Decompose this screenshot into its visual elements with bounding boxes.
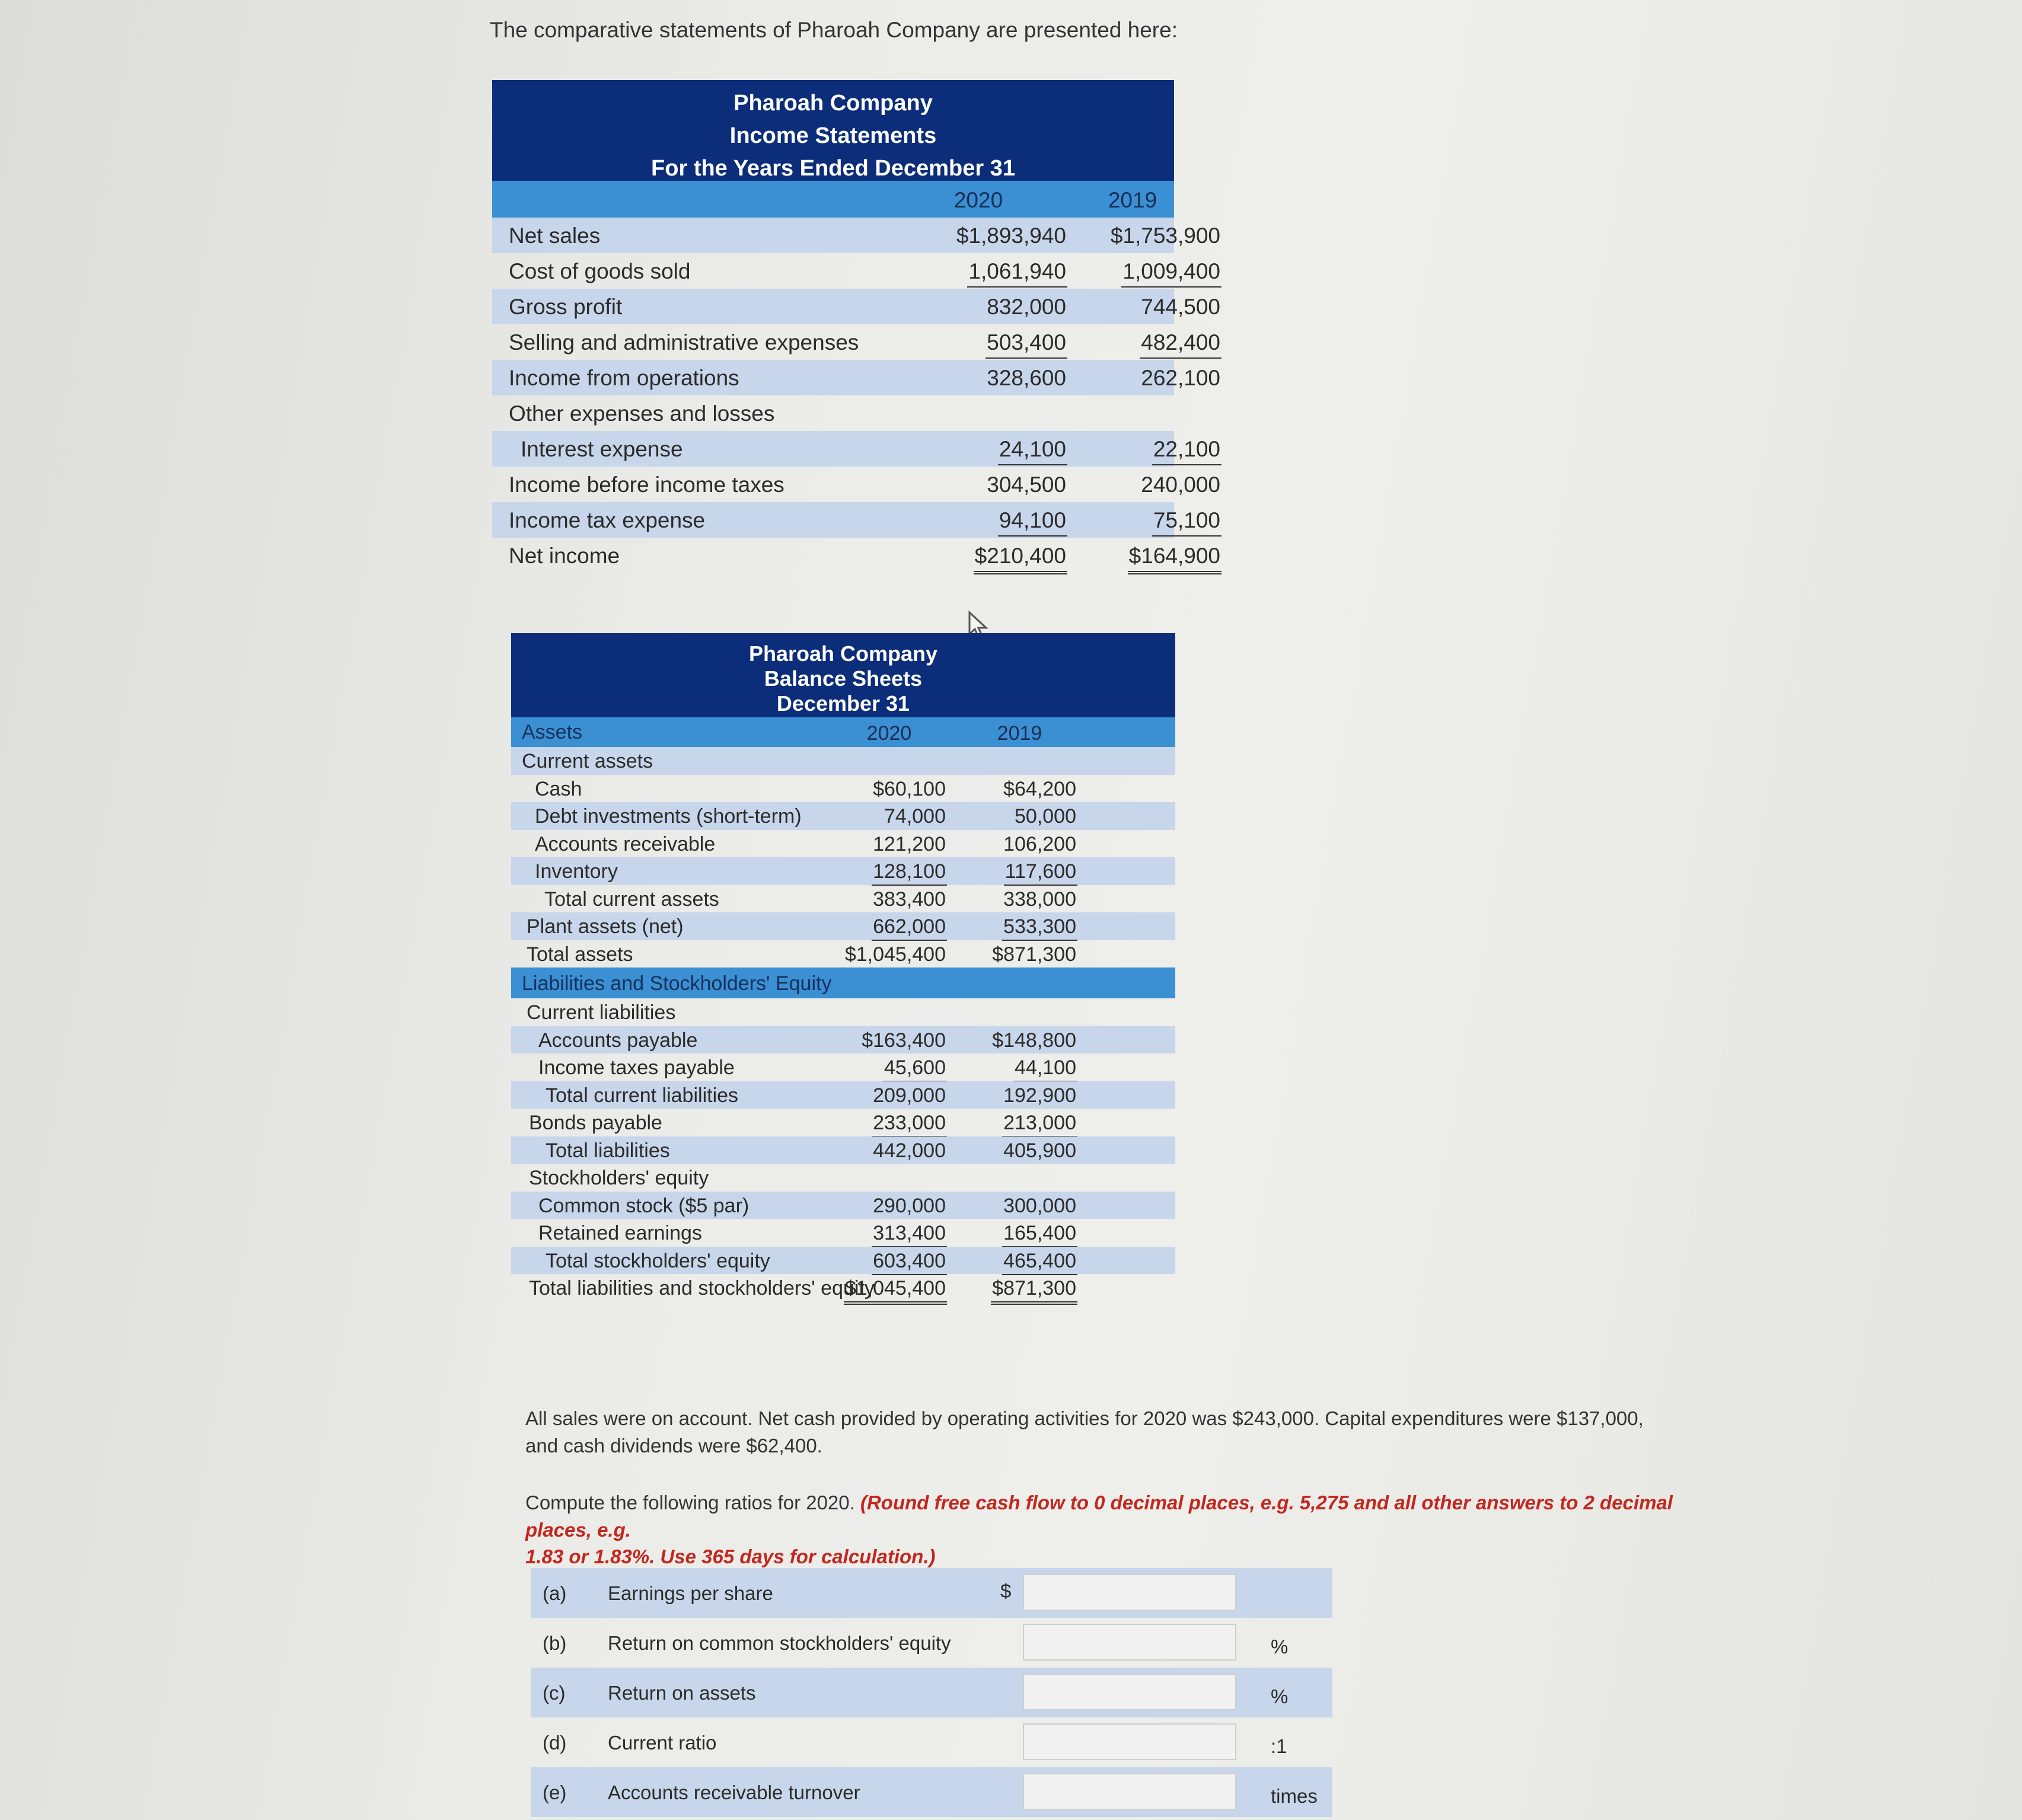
value-2020: 662,000	[872, 915, 947, 941]
answer-unit: times	[1271, 1785, 1318, 1807]
liability-row-total-liabilities	[511, 1136, 1175, 1164]
value-2020: 128,100	[872, 860, 947, 886]
instructions-lead: Compute the following ratios for 2020.	[525, 1492, 860, 1514]
company-name: Pharoah Company	[748, 641, 938, 666]
year-2019: 2019	[1108, 188, 1157, 212]
row-label: Income before income taxes	[509, 472, 784, 497]
row-label: Inventory	[535, 860, 618, 883]
value-2020: 290,000	[873, 1194, 946, 1217]
row-label: Other expenses and losses	[509, 401, 775, 426]
assets-heading: Assets	[522, 721, 583, 743]
answer-label: Earnings per share	[608, 1582, 773, 1604]
value-2020: 233,000	[872, 1112, 947, 1137]
income-row-net-income	[492, 538, 1220, 573]
value-2019	[1075, 1183, 1077, 1184]
row-label: Total liabilities and stockholders' equity	[529, 1277, 875, 1299]
row-label: Current assets	[522, 750, 653, 772]
asset-row-debt-investments-short-term	[511, 802, 1175, 830]
row-label: Net income	[509, 544, 620, 568]
answer-row-return-on-common-stockholders-equity	[531, 1618, 1332, 1668]
balance-sheet-header	[511, 633, 1175, 717]
answer-label: Return on common stockholders' equity	[608, 1632, 951, 1654]
intro-text: The comparative statements of Pharoah Company are presented here:	[490, 18, 1178, 42]
value-2019: 465,400	[1002, 1250, 1077, 1275]
value-2020: 832,000	[987, 295, 1066, 319]
asset-row-inventory	[511, 857, 1175, 885]
income-row-interest-expense	[492, 431, 1220, 467]
value-2019: 117,600	[1004, 860, 1077, 886]
value-2020: $210,400	[974, 544, 1067, 574]
value-2019: 744,500	[1141, 295, 1220, 319]
answer-input-return-on-common-stockholders-equity[interactable]	[1023, 1624, 1236, 1661]
statement-title: Income Statements	[729, 123, 937, 149]
asset-row-total-current-assets	[511, 885, 1175, 913]
value-2019: 44,100	[1013, 1056, 1077, 1082]
asset-row-cash	[511, 775, 1175, 803]
assets-year-header	[511, 717, 1175, 747]
value-2019: 300,000	[1003, 1194, 1076, 1217]
value-2020: 603,400	[872, 1250, 947, 1275]
liabilities-equity-heading: Liabilities and Stockholders' Equity	[522, 972, 832, 995]
income-statement	[492, 80, 1220, 573]
value-2020: $1,893,940	[956, 223, 1066, 248]
value-2019: 240,000	[1141, 472, 1220, 497]
value-2019: 262,100	[1141, 366, 1220, 390]
instructions	[525, 1489, 1711, 1570]
liability-row-stockholders-equity	[511, 1164, 1175, 1192]
row-label: Net sales	[509, 223, 601, 248]
answer-unit: %	[1271, 1685, 1289, 1707]
answer-input-return-on-assets[interactable]	[1023, 1674, 1236, 1710]
value-2020: $1,045,400	[844, 1277, 947, 1305]
value-2019: 50,000	[1015, 805, 1076, 828]
note-line-1: All sales were on account. Net cash provided by operating activities for 2020 was $243,000. Capital expenditures were $137,000,	[525, 1407, 1644, 1429]
value-2019: 213,000	[1002, 1112, 1077, 1137]
value-2019: 533,300	[1002, 915, 1077, 941]
statement-period: For the Years Ended December 31	[651, 156, 1015, 181]
year-2020: 2020	[866, 722, 912, 745]
asset-row-current-assets	[511, 747, 1175, 775]
value-2020: 442,000	[873, 1139, 946, 1162]
value-2019: $871,300	[991, 1277, 1077, 1305]
value-2020: 24,100	[998, 437, 1067, 465]
answer-letter: (c)	[543, 1682, 566, 1704]
value-2020	[945, 1018, 947, 1019]
value-2020: $1,045,400	[844, 943, 947, 971]
answer-prefix: $	[1000, 1580, 1012, 1602]
income-row-net-sales	[492, 218, 1220, 253]
value-2020: 304,500	[987, 472, 1066, 497]
statement-date: December 31	[776, 691, 910, 716]
balance-sheet	[511, 633, 1175, 1302]
income-row-gross-profit	[492, 289, 1220, 324]
row-label: Debt investments (short-term)	[535, 805, 802, 828]
row-label: Income taxes payable	[538, 1056, 735, 1079]
answer-input-earnings-per-share[interactable]	[1023, 1574, 1236, 1611]
income-row-income-before-income-taxes	[492, 467, 1220, 502]
income-row-cost-of-goods-sold	[492, 253, 1220, 289]
value-2020: 1,061,940	[967, 259, 1067, 288]
value-2020	[945, 1183, 947, 1184]
row-label: Selling and administrative expenses	[509, 330, 859, 355]
row-label: Common stock ($5 par)	[538, 1194, 750, 1217]
value-2020	[945, 767, 947, 768]
liability-row-total-stockholders-equity	[511, 1247, 1175, 1275]
company-name: Pharoah Company	[733, 91, 933, 116]
income-statement-header	[492, 80, 1174, 181]
value-2019: $164,900	[1128, 544, 1222, 574]
asset-row-accounts-receivable	[511, 830, 1175, 858]
answer-row-accounts-receivable-turnover	[531, 1767, 1332, 1817]
answer-label: Return on assets	[608, 1682, 756, 1704]
row-label: Cash	[535, 777, 582, 800]
liability-row-bonds-payable	[511, 1109, 1175, 1136]
answer-label: Current ratio	[608, 1732, 717, 1754]
value-2019: 75,100	[1152, 508, 1222, 537]
value-2019: 22,100	[1152, 437, 1222, 465]
liability-row-common-stock-5-par	[511, 1192, 1175, 1219]
row-label: Bonds payable	[529, 1112, 662, 1134]
value-2020: 503,400	[986, 330, 1067, 359]
answer-unit: :1	[1271, 1735, 1287, 1757]
row-label: Retained earnings	[538, 1222, 702, 1244]
value-2020: 209,000	[873, 1084, 946, 1107]
row-label: Total current assets	[544, 887, 719, 911]
value-2019: 482,400	[1140, 330, 1222, 359]
value-2019	[1219, 419, 1222, 421]
row-label: Total liabilities	[546, 1139, 670, 1162]
value-2019: $148,800	[992, 1029, 1076, 1052]
answer-row-earnings-per-share	[531, 1568, 1332, 1618]
value-2019: 1,009,400	[1121, 259, 1222, 288]
answer-unit: %	[1271, 1636, 1289, 1658]
row-label: Stockholders' equity	[529, 1167, 709, 1189]
answer-label: Accounts receivable turnover	[608, 1781, 860, 1803]
answer-row-current-ratio	[531, 1717, 1332, 1767]
row-label: Accounts payable	[538, 1029, 698, 1052]
answer-input-current-ratio[interactable]	[1023, 1723, 1236, 1760]
value-2019	[1075, 1018, 1077, 1019]
income-row-selling-and-administrative-expenses	[492, 324, 1220, 360]
value-2019: 338,000	[1003, 887, 1076, 911]
income-row-other-expenses-and-losses	[492, 395, 1174, 431]
year-2020: 2020	[953, 188, 1003, 212]
liabilities-equity-heading-bar	[511, 968, 1175, 998]
value-2020: 383,400	[873, 887, 946, 911]
asset-row-plant-assets-net	[511, 912, 1175, 940]
value-2020: $163,400	[862, 1029, 946, 1052]
answer-input-accounts-receivable-turnover[interactable]	[1023, 1773, 1236, 1810]
row-label: Total current liabilities	[546, 1084, 739, 1107]
liability-row-total-liabilities-and-stockholders-equity	[511, 1274, 1175, 1302]
value-2019: $1,753,900	[1110, 223, 1220, 248]
row-label: Accounts receivable	[535, 832, 716, 855]
answer-letter: (b)	[543, 1632, 567, 1654]
row-label: Gross profit	[509, 295, 623, 319]
year-header	[492, 181, 1174, 218]
asset-row-total-assets	[511, 940, 1175, 968]
row-label: Income from operations	[509, 366, 739, 390]
income-row-income-tax-expense	[492, 502, 1220, 538]
answer-letter: (d)	[543, 1732, 567, 1754]
value-2020: $60,100	[873, 777, 946, 800]
liability-row-retained-earnings	[511, 1219, 1175, 1247]
row-label: Interest expense	[521, 437, 683, 461]
answer-letter: (a)	[543, 1582, 567, 1604]
rounding-instructions-cont: 1.83 or 1.83%. Use 365 days for calculation.)	[525, 1546, 936, 1568]
value-2020: 313,400	[872, 1222, 947, 1247]
answer-letter: (e)	[543, 1781, 567, 1803]
value-2020: 45,600	[883, 1056, 947, 1082]
value-2019	[1075, 767, 1077, 768]
row-label: Income tax expense	[509, 508, 706, 532]
statement-title: Balance Sheets	[764, 666, 923, 691]
row-label: Plant assets (net)	[527, 915, 684, 938]
liability-row-income-taxes-payable	[511, 1053, 1175, 1081]
note-line-2: and cash dividends were $62,400.	[525, 1434, 822, 1457]
value-2019: 192,900	[1003, 1084, 1076, 1107]
liability-row-total-current-liabilities	[511, 1081, 1175, 1109]
row-label: Cost of goods sold	[509, 259, 691, 283]
income-row-income-from-operations	[492, 360, 1220, 395]
year-2019: 2019	[997, 722, 1042, 745]
liability-row-current-liabilities	[511, 998, 1175, 1026]
value-2019: 405,900	[1003, 1139, 1076, 1162]
value-2019: $871,300	[991, 943, 1077, 971]
value-2020: 94,100	[998, 508, 1067, 537]
answer-table	[531, 1568, 1332, 1817]
value-2020: 328,600	[987, 366, 1066, 390]
row-label: Total stockholders' equity	[546, 1249, 770, 1272]
rounding-instructions: (Round free cash flow to 0 decimal places, e.g. 5,275 and all other answers to 2 decimal places, e.g.	[525, 1492, 1673, 1541]
value-2019: 106,200	[1003, 832, 1076, 855]
problem-note	[525, 1405, 1711, 1459]
value-2020: 74,000	[884, 805, 946, 828]
value-2019: $64,200	[1003, 777, 1076, 800]
value-2020: 121,200	[873, 832, 946, 855]
liability-row-accounts-payable	[511, 1026, 1175, 1054]
row-label: Current liabilities	[527, 1001, 676, 1024]
answer-row-return-on-assets	[531, 1668, 1332, 1717]
row-label: Total assets	[527, 943, 633, 966]
value-2019: 165,400	[1002, 1222, 1077, 1247]
